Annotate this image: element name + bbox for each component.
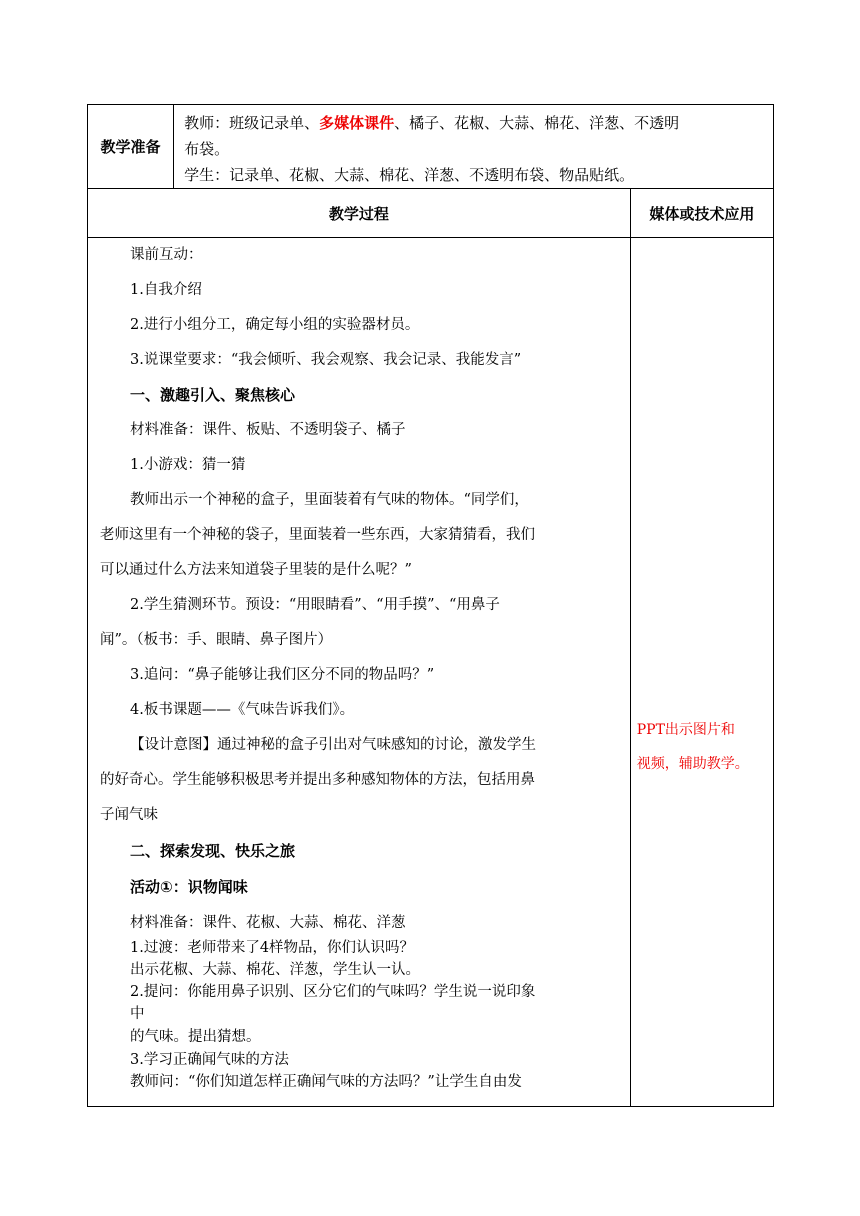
prep-label: 教学准备	[88, 105, 174, 189]
process-line: 材料准备：课件、板贴、不透明袋子、橘子	[130, 422, 406, 438]
prep-teacher-rest: 、橘子、花椒、大蒜、棉花、洋葱、不透明	[394, 114, 680, 132]
prep-teacher-highlight: 多媒体课件	[319, 114, 395, 132]
process-content	[88, 238, 630, 1106]
process-line: 中	[130, 1006, 145, 1022]
process-line: 教师问：“你们知道怎样正确闻气味的方法吗？”让学生自由发	[130, 1074, 522, 1090]
media-header: 媒体或技术应用	[630, 189, 773, 238]
prep-teacher-prefix: 教师：班级记录单、	[184, 114, 320, 132]
process-line: 子闻气味	[100, 807, 158, 823]
process-line: 老师这里有一个神秘的袋子，里面装着一些东西，大家猜猜看，我们	[100, 527, 535, 543]
prep-student: 学生：记录单、花椒、大蒜、棉花、洋葱、不透明布袋、物品贴纸。	[184, 166, 635, 184]
prep-row	[88, 105, 774, 189]
media-cell	[630, 238, 773, 1107]
process-line: 教师出示一个神秘的盒子，里面装着有气味的物体。“同学们，	[130, 492, 529, 508]
process-line: 1.小游戏：猜一猜	[130, 457, 246, 473]
header-row	[88, 189, 774, 238]
process-header: 教学过程	[88, 189, 631, 238]
process-line: 闻”。（板书：手、眼睛、鼻子图片）	[100, 632, 333, 648]
prep-teacher-line2: 布袋。	[184, 140, 230, 158]
process-line: 出示花椒、大蒜、棉花、洋葱，学生认一认。	[130, 962, 420, 978]
process-line: 2.进行小组分工，确定每小组的实验器材员。	[130, 317, 420, 333]
process-line: 2.学生猜测环节。预设：“用眼睛看”、“用手摸”、“用鼻子	[130, 597, 500, 613]
section-heading: 二、探索发现、快乐之旅	[130, 842, 296, 860]
process-line: 3.追问：“鼻子能够让我们区分不同的物品吗？”	[130, 667, 435, 683]
process-line: 材料准备：课件、花椒、大蒜、棉花、洋葱	[130, 915, 406, 931]
lesson-plan-table	[87, 104, 774, 1107]
process-line: 课前互动：	[130, 247, 203, 263]
media-note-line: PPT出示图片和	[636, 722, 735, 738]
process-line: 1.过渡：老师带来了4样物品，你们认识吗？	[130, 940, 415, 956]
section-heading: 一、激趣引入、聚焦核心	[130, 386, 296, 404]
media-content	[631, 238, 773, 1106]
activity-heading: 活动①：识物闻味	[130, 878, 248, 896]
media-note-line: 视频，辅助教学。	[636, 756, 749, 772]
process-line: 可以通过什么方法来知道袋子里装的是什么呢？”	[100, 562, 412, 578]
process-line: 的好奇心。学生能够积极思考并提出多种感知物体的方法，包括用鼻	[100, 772, 535, 788]
process-line: 3.学习正确闻气味的方法	[130, 1052, 289, 1068]
process-line: 3.说课堂要求：“我会倾听、我会观察、我会记录、我能发言”	[130, 352, 522, 368]
process-line: 4.板书课题——《气味告诉我们》。	[130, 702, 355, 718]
prep-teacher	[184, 110, 767, 136]
design-intent-line: 【设计意图】通过神秘的盒子引出对气味感知的讨论，激发学生	[130, 737, 536, 753]
process-line: 1.自我介绍	[130, 282, 202, 298]
process-line: 的气味。提出猜想。	[130, 1029, 261, 1045]
media-note	[637, 713, 773, 781]
body-row	[88, 238, 774, 1107]
process-line: 2.提问：你能用鼻子识别、区分它们的气味吗？学生说一说印象	[130, 984, 536, 1000]
process-cell	[88, 238, 631, 1107]
prep-content	[174, 105, 774, 189]
